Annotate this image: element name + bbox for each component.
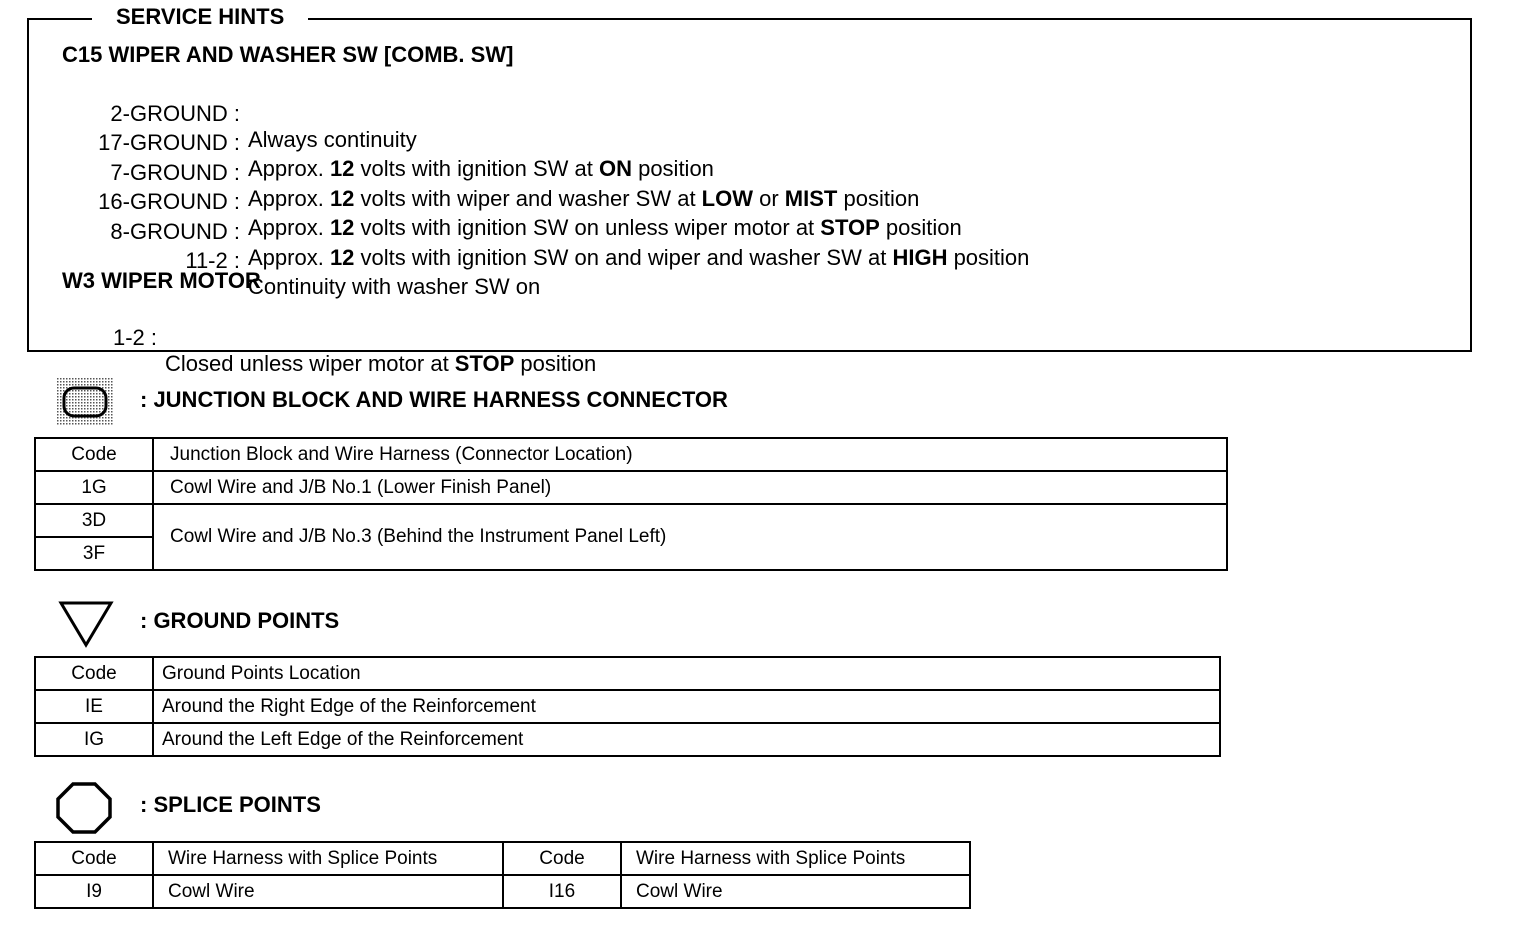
table-row bbox=[35, 657, 1220, 690]
table-header-desc: Ground Points Location bbox=[153, 657, 1220, 690]
table-cell-code: I9 bbox=[35, 875, 153, 908]
table-cell-desc: Cowl Wire bbox=[621, 875, 970, 908]
table-cell-desc: Around the Left Edge of the Reinforcement bbox=[153, 723, 1220, 756]
table-row bbox=[35, 690, 1220, 723]
hint-line: 11-2 : Continuity with washer SW on bbox=[185, 248, 541, 299]
hint-term: 8-GROUND bbox=[110, 219, 228, 244]
table-header-code: Code bbox=[35, 657, 153, 690]
table-cell-code: I16 bbox=[503, 875, 621, 908]
hint-line: 1-2 : Closed unless wiper motor at STOP position bbox=[112, 325, 597, 376]
table-cell-desc: Cowl Wire and J/B No.3 (Behind the Instrument Panel Left) bbox=[153, 504, 1227, 570]
table-cell-code: 3D bbox=[35, 504, 153, 537]
table-row bbox=[35, 842, 970, 875]
hint-line: 8-GROUND : Approx. 12 volts with ignition SW on and wiper and washer SW at HIGH position bbox=[110, 219, 1030, 270]
splice-octagon-icon bbox=[56, 782, 112, 834]
table-row bbox=[35, 471, 1227, 504]
ground-triangle-icon bbox=[58, 600, 114, 648]
table-header-desc: Junction Block and Wire Harness (Connector Location) bbox=[153, 438, 1227, 471]
splice-title: : SPLICE POINTS bbox=[140, 792, 321, 817]
table-cell-desc: Cowl Wire and J/B No.1 (Lower Finish Panel) bbox=[153, 471, 1227, 504]
table-cell-code: IG bbox=[35, 723, 153, 756]
table-cell-code: IE bbox=[35, 690, 153, 723]
table-cell-desc: Around the Right Edge of the Reinforcement bbox=[153, 690, 1220, 723]
section-title-c15: C15 WIPER AND WASHER SW [COMB. SW] bbox=[62, 42, 514, 67]
table-row bbox=[35, 504, 1227, 537]
splice-table bbox=[34, 841, 971, 909]
table-cell-code: 3F bbox=[35, 537, 153, 570]
table-row bbox=[35, 438, 1227, 471]
hint-term: 2-GROUND bbox=[110, 101, 228, 126]
hint-term: 1-2 bbox=[112, 325, 145, 350]
hint-line: 7-GROUND : Approx. 12 volts with wiper and washer SW at LOW or MIST position bbox=[110, 160, 920, 211]
hint-line: 2-GROUND : Always continuity bbox=[110, 101, 417, 152]
section-title-w3: W3 WIPER MOTOR bbox=[62, 268, 261, 293]
hint-term: 17-GROUND bbox=[98, 130, 228, 155]
hint-term: 11-2 bbox=[185, 248, 228, 273]
hint-line: 17-GROUND : Approx. 12 volts with ignition SW at ON position bbox=[98, 130, 714, 181]
junction-connector-icon bbox=[57, 378, 113, 426]
table-header-desc: Wire Harness with Splice Points bbox=[153, 842, 503, 875]
junction-table bbox=[34, 437, 1228, 571]
table-header-desc: Wire Harness with Splice Points bbox=[621, 842, 970, 875]
ground-table bbox=[34, 656, 1221, 757]
junction-title: : JUNCTION BLOCK AND WIRE HARNESS CONNECTOR bbox=[140, 387, 728, 412]
hint-line: 16-GROUND : Approx. 12 volts with ignition SW on unless wiper motor at STOP position bbox=[98, 189, 962, 240]
table-header-code: Code bbox=[35, 842, 153, 875]
table-header-code: Code bbox=[35, 438, 153, 471]
hint-term: 16-GROUND bbox=[98, 189, 228, 214]
service-hints-title: SERVICE HINTS bbox=[92, 4, 308, 30]
hint-term: 7-GROUND bbox=[110, 160, 228, 185]
table-row bbox=[35, 875, 970, 908]
table-header-code: Code bbox=[503, 842, 621, 875]
table-cell-desc: Cowl Wire bbox=[153, 875, 503, 908]
table-row bbox=[35, 723, 1220, 756]
hint-desc: Always continuity bbox=[248, 127, 417, 152]
table-cell-code: 1G bbox=[35, 471, 153, 504]
ground-title: : GROUND POINTS bbox=[140, 608, 340, 633]
